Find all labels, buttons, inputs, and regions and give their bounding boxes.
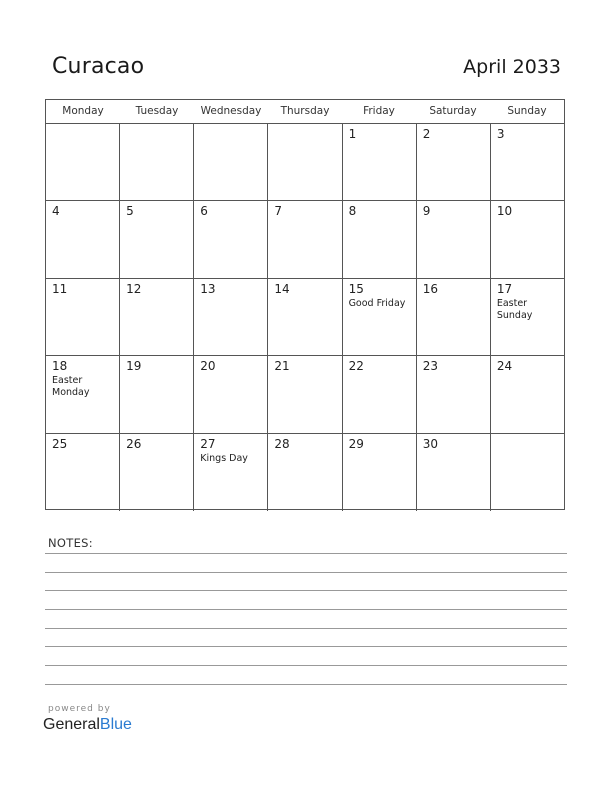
day-number: 12: [126, 281, 142, 296]
weekday-monday: Monday: [62, 105, 104, 117]
week-row: [46, 434, 564, 511]
week-row: [46, 201, 564, 278]
week-row: [46, 279, 564, 356]
weekday-tuesday: Tuesday: [135, 105, 179, 117]
day-number: 26: [126, 436, 142, 451]
day-number: 25: [52, 436, 68, 451]
holiday-label: Kings Day: [200, 452, 248, 464]
day-cell: [268, 279, 342, 355]
day-number: 30: [422, 436, 438, 451]
weekday-friday: Friday: [363, 105, 395, 117]
day-cell: [268, 356, 342, 432]
week-row: [46, 124, 564, 201]
month-title: April 2033: [463, 56, 561, 78]
day-number: 23: [422, 359, 438, 374]
day-number: 18: [52, 359, 68, 374]
day-cell: [120, 201, 194, 277]
holiday-label: Good Friday: [348, 297, 406, 309]
day-number: 28: [274, 436, 290, 451]
day-number: 9: [422, 204, 431, 219]
day-number: 5: [126, 204, 134, 219]
day-cell: [491, 356, 564, 432]
day-cell: [343, 434, 417, 511]
day-number: 6: [200, 204, 208, 219]
day-number: 10: [496, 204, 513, 219]
holiday-label: Easter Sunday: [496, 297, 533, 321]
day-cell: [194, 434, 268, 511]
generalblue-logo: [43, 716, 132, 734]
day-cell: [343, 279, 417, 355]
logo-blue-text: Blue: [99, 716, 132, 733]
day-number: 16: [422, 281, 438, 296]
day-cell: [417, 201, 491, 277]
logo-general-text: General: [43, 716, 100, 733]
day-cell: [46, 434, 120, 511]
notes-line: [45, 590, 567, 591]
day-number: 15: [348, 281, 364, 296]
weekday-header: [46, 100, 564, 124]
weekday-sunday: Sunday: [507, 105, 547, 117]
weekday-thursday: Thursday: [280, 105, 330, 117]
day-cell: [491, 124, 564, 200]
day-cell: [491, 434, 564, 511]
country-title: Curacao: [52, 54, 145, 79]
calendar-grid: [45, 99, 565, 510]
day-cell: [46, 124, 120, 200]
day-number: 14: [274, 281, 290, 296]
day-cell: [194, 201, 268, 277]
day-number: 22: [348, 359, 364, 374]
day-number: 3: [496, 127, 505, 141]
notes-label: NOTES:: [48, 536, 93, 550]
day-number: 17: [496, 281, 513, 296]
week-row: [46, 356, 564, 433]
notes-line: [45, 646, 567, 647]
day-cell: [491, 201, 564, 277]
day-number: 20: [200, 359, 216, 374]
day-cell: [194, 124, 268, 200]
day-cell: [491, 279, 564, 355]
day-number: 24: [496, 359, 513, 374]
weekday-wednesday: Wednesday: [200, 105, 262, 117]
day-number: 27: [200, 436, 216, 451]
day-cell: [343, 356, 417, 432]
weekday-saturday: Saturday: [429, 105, 477, 117]
day-number: 21: [274, 359, 290, 374]
day-cell: [343, 201, 417, 277]
day-number: 19: [126, 359, 142, 374]
notes-line: [45, 553, 567, 554]
day-cell: [268, 434, 342, 511]
day-cell: [343, 124, 417, 200]
notes-line: [45, 628, 567, 629]
day-cell: [120, 279, 194, 355]
day-number: 2: [422, 127, 431, 141]
day-number: 13: [200, 281, 216, 296]
day-cell: [268, 201, 342, 277]
notes-line: [45, 684, 567, 685]
holiday-label: Easter Monday: [52, 375, 90, 399]
day-number: 1: [348, 127, 357, 141]
day-cell: [46, 279, 120, 355]
day-cell: [46, 356, 120, 432]
day-number: 11: [52, 281, 68, 296]
day-cell: [417, 434, 491, 511]
weeks-container: [46, 124, 564, 511]
day-number: 29: [348, 436, 364, 451]
day-number: 4: [52, 204, 60, 219]
day-cell: [120, 124, 194, 200]
day-cell: [417, 124, 491, 200]
day-cell: [417, 356, 491, 432]
day-number: 8: [348, 204, 357, 219]
day-number: 7: [274, 204, 283, 219]
powered-by-text: powered by: [48, 704, 111, 714]
notes-line: [45, 572, 567, 573]
day-cell: [120, 356, 194, 432]
day-cell: [46, 201, 120, 277]
day-cell: [417, 279, 491, 355]
day-cell: [194, 356, 268, 432]
notes-line: [45, 665, 567, 666]
day-cell: [194, 279, 268, 355]
notes-line: [45, 609, 567, 610]
day-cell: [120, 434, 194, 511]
day-cell: [268, 124, 342, 200]
